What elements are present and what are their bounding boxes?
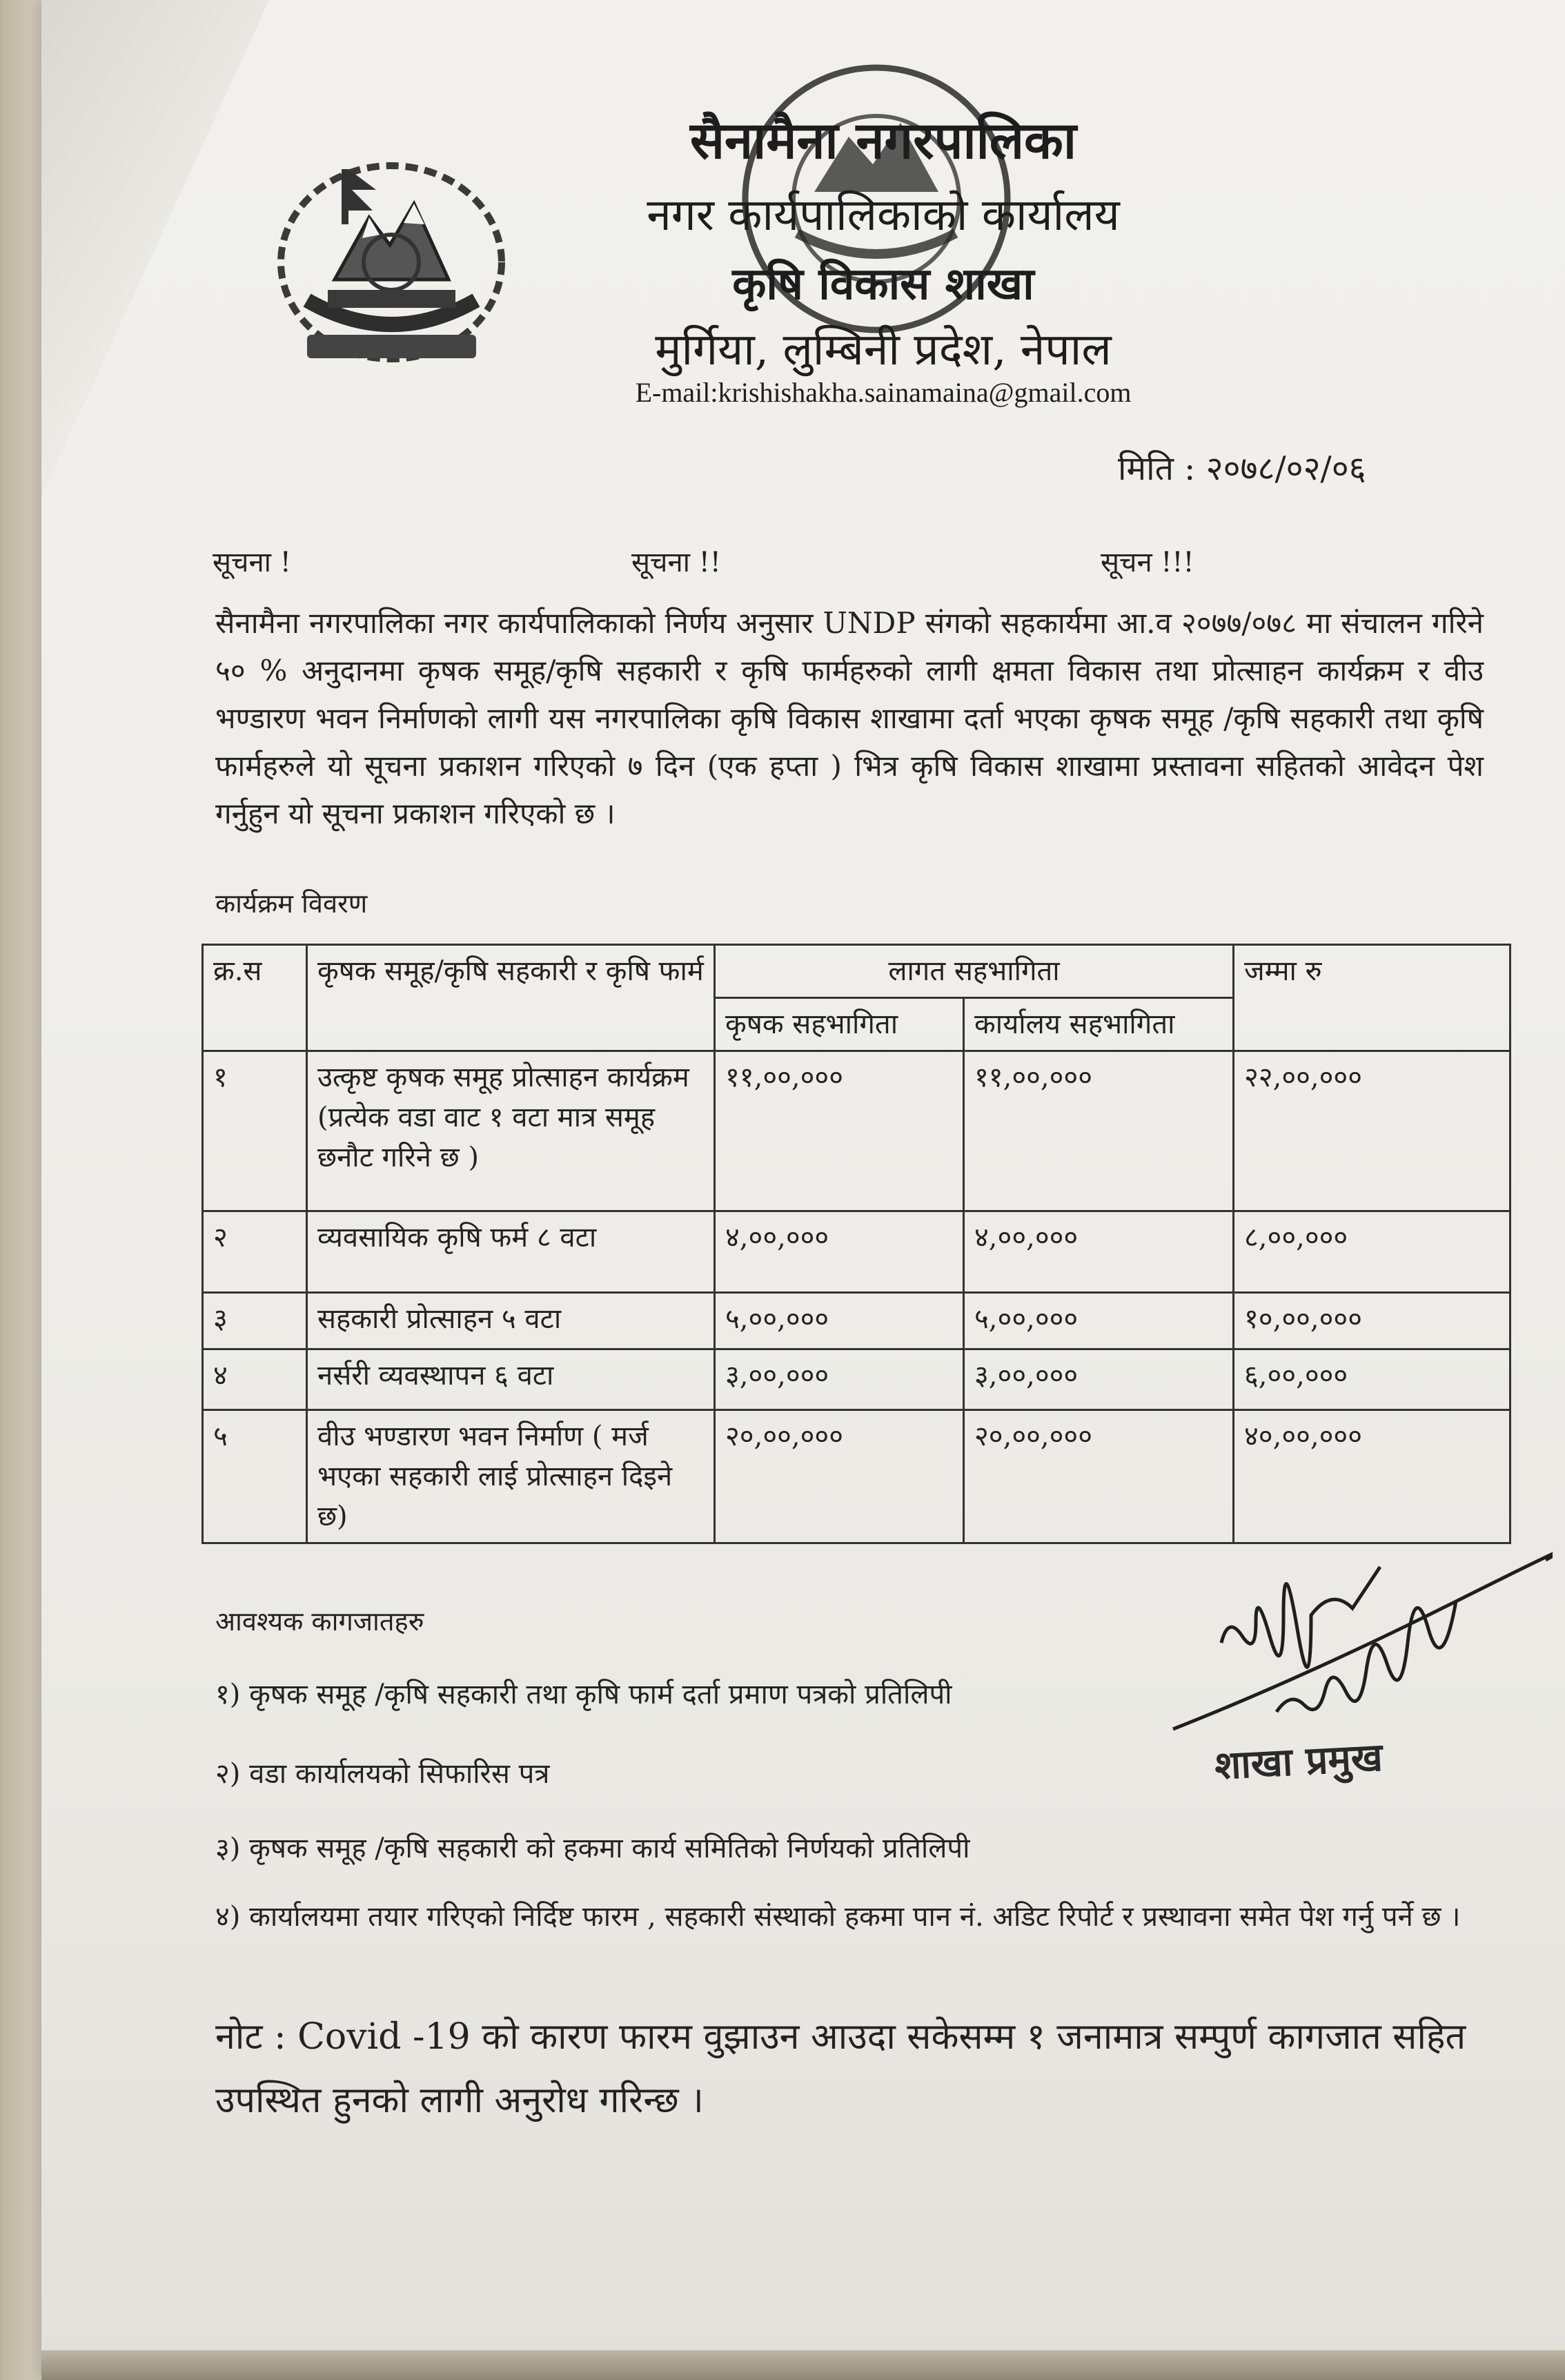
cell-program-name: उत्कृष्ट कृषक समूह प्रोत्साहन कार्यक्रम (प्रत्येक वडा वाट १ वटा मात्र समूह छनौट गरिने छ )	[307, 1051, 715, 1211]
cell-office-share: २०,००,०००	[964, 1410, 1234, 1543]
notice-heading-1: सूचना !	[213, 547, 291, 578]
cell-program-name: वीउ भण्डारण भवन निर्माण ( मर्ज भएका सहकारी लाई प्रोत्साहन दिइने छ)	[307, 1410, 715, 1543]
notice-date: मिति : २०७८/०२/०६	[1118, 449, 1366, 488]
table-header-row	[203, 945, 1510, 998]
cell-office-share: ४,००,०००	[964, 1211, 1234, 1293]
municipality-name: सैनामैना नगरपालिका	[689, 111, 1077, 170]
program-table	[201, 944, 1511, 1544]
cell-total: ४०,००,०००	[1234, 1410, 1510, 1543]
table-row	[203, 1293, 1510, 1349]
cell-total: ८,००,०००	[1234, 1211, 1510, 1293]
signature-title: शाखा प्रमुख	[1213, 1734, 1384, 1789]
header-farmer-share: कृषक सहभागिता	[715, 998, 964, 1051]
required-document-item: १) कृषक समूह /कृषि सहकारी तथा कृषि फार्म दर्ता प्रमाण पत्रको प्रतिलिपी	[215, 1679, 952, 1710]
cell-total: २२,००,०००	[1234, 1051, 1510, 1211]
header-cost-share: लागत सहभागिता	[715, 945, 1234, 998]
notice-heading-3: सूचन !!!	[1101, 547, 1194, 578]
cell-farmer-share: २०,००,०००	[715, 1410, 964, 1543]
cell-office-share: ११,००,०००	[964, 1051, 1234, 1211]
cell-sn: ३	[203, 1293, 307, 1349]
section-name: कृषि विकास शाखा	[732, 258, 1034, 310]
nepal-government-emblem	[259, 142, 524, 380]
table-row	[203, 1349, 1510, 1410]
cell-farmer-share: ५,००,०००	[715, 1293, 964, 1349]
table-row	[203, 1051, 1510, 1211]
notice-body: सैनामैना नगरपालिका नगर कार्यपालिकाको निर्णय अनुसार UNDP संगको सहकार्यमा आ.व २०७७/०७८ मा संचालन गरिने ५० % अनुदानमा कृषक समूह/कृषि सहकारी र कृषि फार्महरुको लागी क्षमता विकास तथा प्रोत्साहन कार्यक्रम र वीउ भण्डारण भवन निर्माणको लागी यस नगरपालिका कृषि विकास शाखामा दर्ता भएका कृषक समूह /कृषि सहकारी तथा कृषि फार्महरुले यो सूचना प्रकाशन गरिएको ७ दिन (एक हप्ता ) भित्र कृषि विकास शाखामा प्रस्तावना सहितको आवेदन पेश गर्नुहुन यो सूचना प्रकाशन गरिएको छ ।	[215, 606, 1484, 830]
program-details-title: कार्यक्रम विवरण	[215, 888, 368, 919]
header-office-share: कार्यालय सहभागिता	[964, 998, 1234, 1051]
background-bottom	[41, 2350, 1565, 2380]
office-address: मुर्गिया, लुम्बिनी प्रदेश, नेपाल	[655, 324, 1112, 375]
cell-sn: २	[203, 1211, 307, 1293]
office-name: नगर कार्यपालिकाको कार्यालय	[647, 190, 1120, 241]
table-row	[203, 1211, 1510, 1293]
cell-office-share: ३,००,०००	[964, 1349, 1234, 1410]
required-document-item: २) वडा कार्यालयको सिफारिस पत्र	[215, 1758, 550, 1790]
cell-sn: १	[203, 1051, 307, 1211]
cell-program-name: नर्सरी व्यवस्थापन ६ वटा	[307, 1349, 715, 1410]
required-document-item: ४) कार्यालयमा तयार गरिएको निर्दिष्ट फारम , सहकारी संस्थाको हकमा पान नं. अडिट रिपोर्ट र प्रस्थावना समेत पेश गर्नु पर्ने छ ।	[215, 1901, 1461, 1933]
required-document-item: ३) कृषक समूह /कृषि सहकारी को हकमा कार्य समितिको निर्णयको प्रतिलिपी	[215, 1833, 970, 1864]
cell-farmer-share: ११,००,०००	[715, 1051, 964, 1211]
required-documents-title: आवश्यक कागजातहरु	[215, 1606, 424, 1637]
cell-sn: ४	[203, 1349, 307, 1410]
cell-sn: ५	[203, 1410, 307, 1543]
handwritten-signature	[1166, 1519, 1553, 1746]
header-total: जम्मा रु	[1234, 945, 1510, 1051]
cell-farmer-share: ४,००,०००	[715, 1211, 964, 1293]
cell-total: १०,००,०००	[1234, 1293, 1510, 1349]
cell-program-name: व्यवसायिक कृषि फर्म ८ वटा	[307, 1211, 715, 1293]
office-email: E-mail:krishishakha.sainamaina@gmail.com	[635, 377, 1132, 408]
notice-heading-2: सूचना !!	[631, 547, 721, 578]
covid-note: नोट : Covid -19 को कारण फारम वुझाउन आउदा सकेसम्म १ जनामात्र सम्पुर्ण कागजात सहित उपस्थित हुनको लागी अनुरोध गरिन्छ ।	[215, 2016, 1466, 2121]
header-sn: क्र.स	[203, 945, 307, 1051]
paper-curl	[41, 0, 269, 497]
cell-farmer-share: ३,००,०००	[715, 1349, 964, 1410]
cell-program-name: सहकारी प्रोत्साहन ५ वटा	[307, 1293, 715, 1349]
header-name: कृषक समूह/कृषि सहकारी र कृषि फार्म	[307, 945, 715, 1051]
cell-total: ६,००,०००	[1234, 1349, 1510, 1410]
cell-office-share: ५,००,०००	[964, 1293, 1234, 1349]
